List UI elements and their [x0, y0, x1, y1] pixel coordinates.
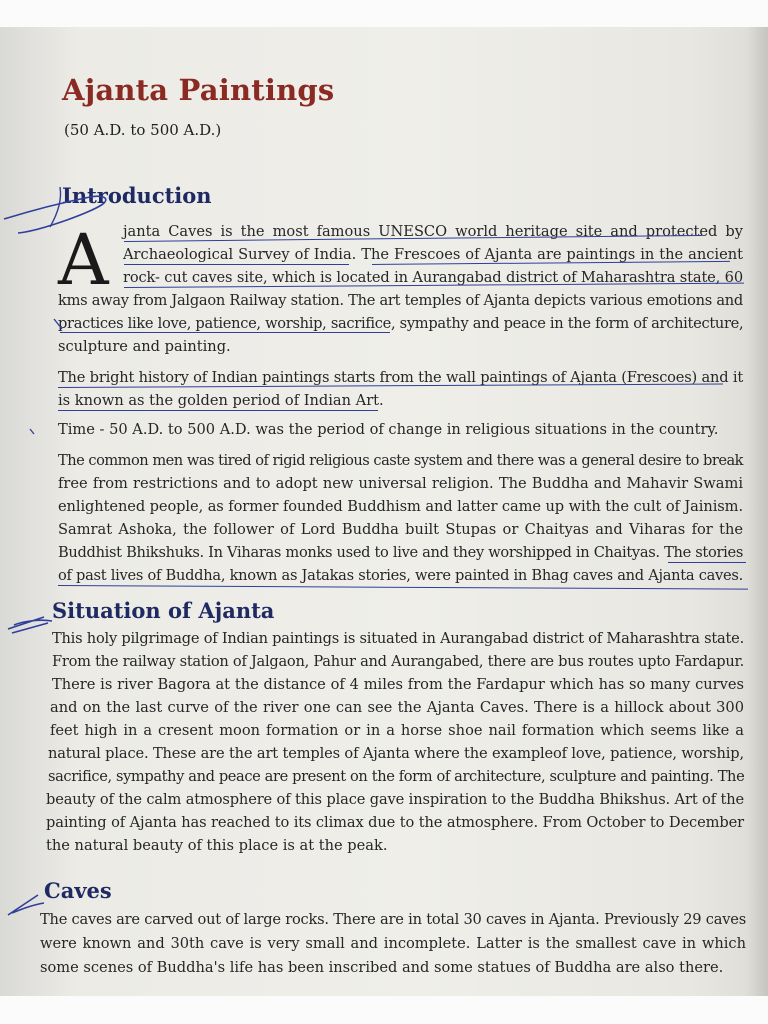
intro-p4-line: enlightened people, as former founded Buddhism and latter came up with the cult of Jainism. [58, 498, 743, 515]
intro-p4-line: Buddhist Bhikshuks. In Viharas monks used to live and they worshipped in Chaityas. The stories [58, 544, 743, 561]
intro-p1-line: practices like love, patience, worship, sacrifice, sympathy and peace in the form of architecture, [58, 315, 744, 332]
situation-line: painting of Ajanta has reached to its climax due to the atmosphere. From October to December [46, 814, 744, 831]
pen-underline [668, 562, 746, 563]
book-page [0, 27, 768, 996]
page-subtitle: (50 A.D. to 500 A.D.) [64, 121, 222, 139]
situation-line: beauty of the calm atmosphere of this place gave inspiration to the Buddha Bhikshus. Art of the [46, 791, 744, 808]
bottom-border [0, 996, 768, 1024]
situation-line: From the railway station of Jalgaon, Pahur and Aurangabed, there are bus routes upto Fardapur. [52, 653, 744, 670]
intro-p3-line: Time - 50 A.D. to 500 A.D. was the period of change in religious situations in the country. [58, 421, 719, 438]
pen-arrow-mark-icon [4, 883, 64, 923]
caves-line: The caves are carved out of large rocks. There are in total 30 caves in Ajanta. Previously 29 caves [40, 911, 746, 928]
intro-p4-line: Samrat Ashoka, the follower of Lord Buddha built Stupas or Chaityas and Viharas for the [58, 521, 743, 538]
pen-dot-icon [28, 427, 38, 437]
intro-p4-line: free from restrictions and to adopt new universal religion. The Buddha and Mahavir Swami [58, 475, 743, 492]
intro-p1-line: sculpture and painting. [58, 338, 231, 355]
situation-line: feet high in a cresent moon formation or in a horse shoe nail formation which seems like a [50, 722, 744, 739]
situation-line: This holy pilgrimage of Indian paintings is situated in Aurangabad district of Maharashtra state. [52, 630, 744, 647]
intro-p4-line: The common men was tired of rigid religious caste system and there was a general desire to break [58, 452, 743, 469]
page-gutter-shadow [746, 27, 768, 996]
pen-underline [60, 332, 390, 333]
page-title: Ajanta Paintings [62, 73, 335, 107]
intro-p1-line: janta Caves is the most famous UNESCO world heritage site and protected by [123, 223, 743, 240]
top-border [0, 0, 768, 27]
pen-tick-icon [52, 317, 66, 333]
heading-situation-of-ajanta: Situation of Ajanta [52, 598, 275, 623]
pen-underline [124, 264, 349, 265]
drop-cap: A [58, 219, 109, 301]
intro-p4-line: of past lives of Buddha, known as Jatakas stories, were painted in Bhag caves and Ajanta caves. [58, 567, 743, 584]
situation-line: There is river Bagora at the distance of 4 miles from the Fardapur which has so many curves [52, 676, 744, 693]
situation-line: sacrifice, sympathy and peace are present on the form of architecture, sculpture and painting. The [48, 768, 745, 785]
caves-line: some scenes of Buddha's life has been inscribed and some statues of Buddha are also there. [40, 959, 724, 976]
intro-p1-line: rock- cut caves site, which is located in Aurangabad district of Maharashtra state, 60 [123, 269, 743, 286]
pen-underline [58, 410, 378, 411]
intro-p1-line: kms away from Jalgaon Railway station. The art temples of Ajanta depicts various emotions and [58, 292, 743, 309]
intro-p2-line: The bright history of Indian paintings starts from the wall paintings of Ajanta (Frescoes) and it [58, 369, 743, 386]
caves-line: were known and 30th cave is very small and incomplete. Latter is the smallest cave in which [40, 935, 746, 952]
situation-line: the natural beauty of this place is at the peak. [46, 837, 388, 854]
situation-line: natural place. These are the art temples of Ajanta where the exampleof love, patience, worship, [48, 745, 744, 762]
heading-caves: Caves [44, 878, 112, 903]
pen-arrow-mark-icon [4, 603, 74, 643]
intro-p2-line: is known as the golden period of Indian Art. [58, 392, 384, 409]
heading-introduction: Introduction [62, 183, 212, 208]
pen-scribble-icon [0, 175, 130, 235]
intro-p1-line: Archaeological Survey of India. The Frescoes of Ajanta are paintings in the ancient [123, 246, 743, 263]
situation-line: and on the last curve of the river one can see the Ajanta Caves. There is a hillock about 300 [50, 699, 744, 716]
pen-underline [58, 585, 748, 590]
